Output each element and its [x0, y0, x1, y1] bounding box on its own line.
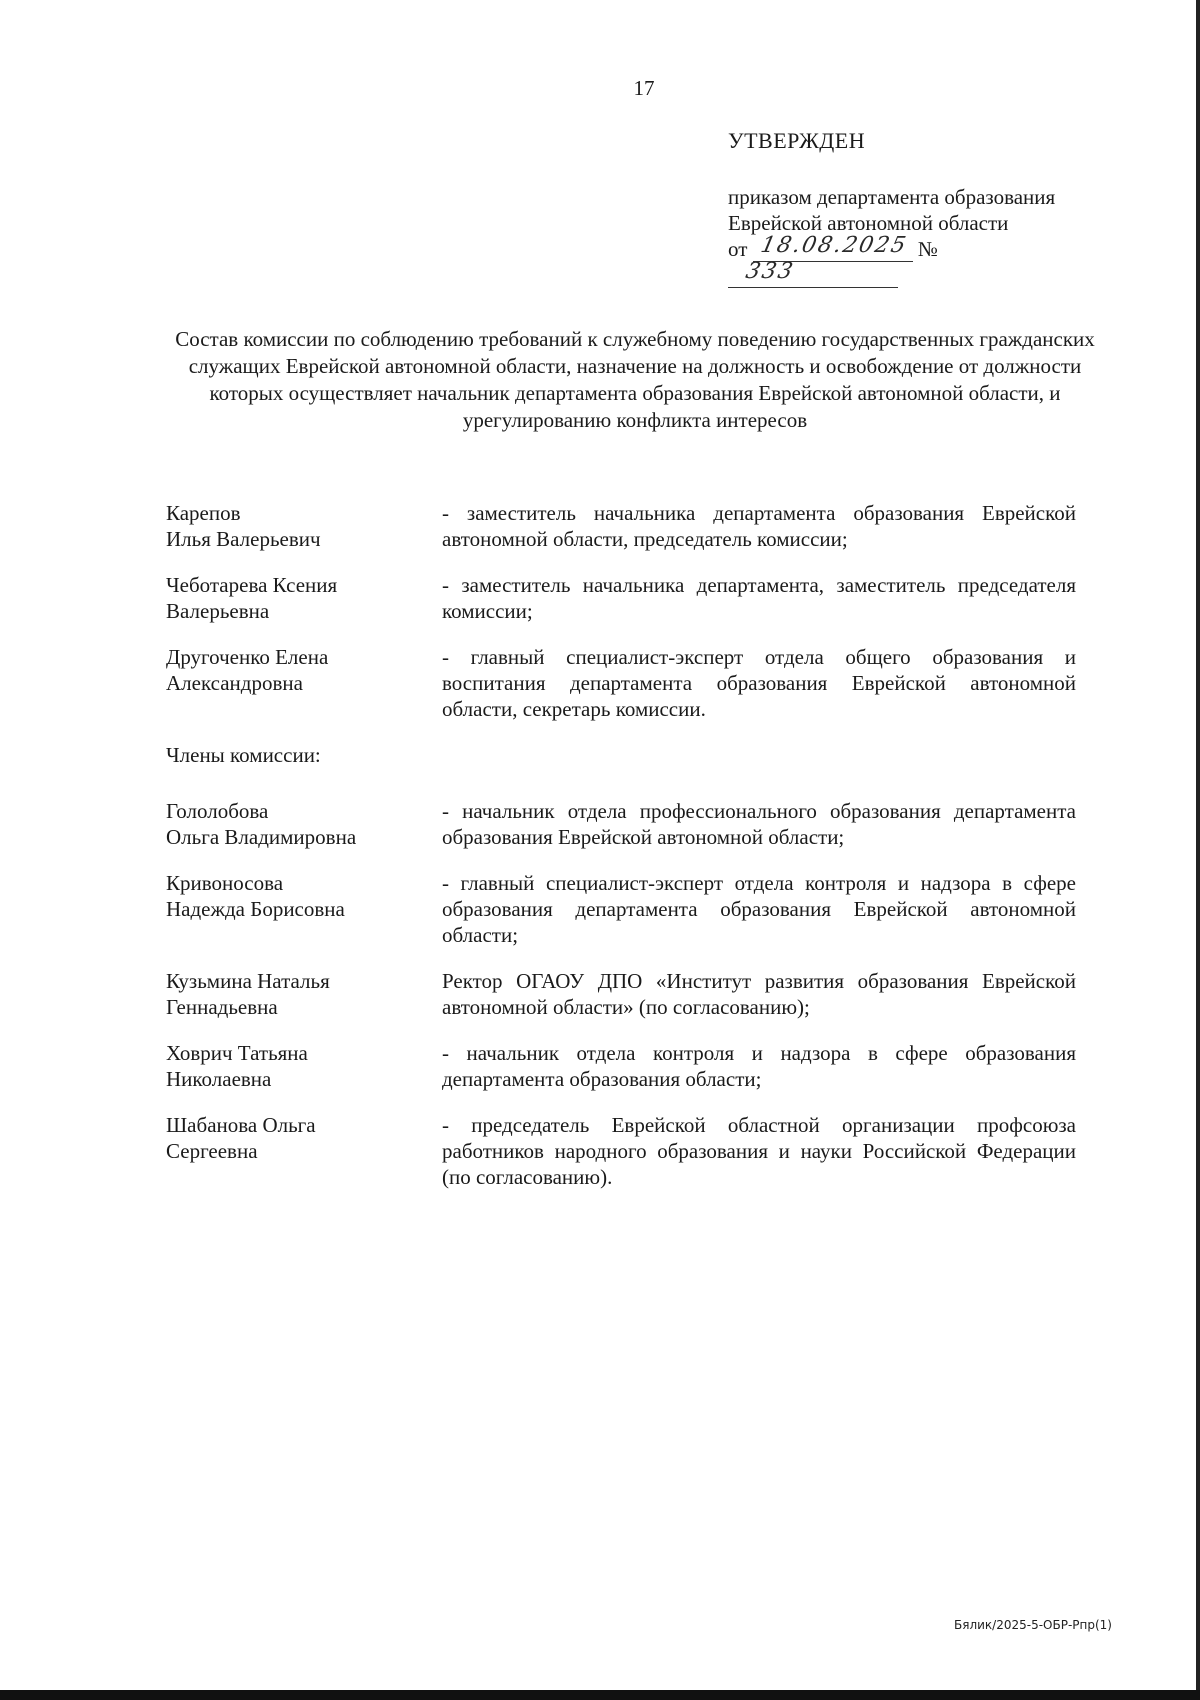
- approval-line-2: Еврейской автономной области: [728, 211, 1009, 235]
- member-role: - заместитель начальника департамента, заместитель председателя комиссии;: [442, 573, 1076, 623]
- handwritten-number: 333: [743, 259, 797, 284]
- member-role: - главный специалист-эксперт отдела общего образования и воспитания департамента образования Еврейской автономной области, секретарь комиссии.: [442, 645, 1076, 721]
- page-number: 17: [633, 76, 655, 100]
- number-label: №: [917, 237, 938, 261]
- document-reference: Бялик/2025-5-ОБР-Рпр(1): [954, 1618, 1112, 1632]
- member-role: Ректор ОГАОУ ДПО «Институт развития образования Еврейской автономной области» (по согласованию);: [442, 969, 1076, 1019]
- leadership-list: [166, 500, 1076, 722]
- commission-composition: [166, 500, 1076, 1210]
- member-name: Чеботарева Ксения Валерьевна: [166, 573, 338, 623]
- approval-stamp-block: [728, 128, 1108, 284]
- member-role: - председатель Еврейской областной организации профсоюза работников народного образования и науки Российской Федерации (по согласованию).: [442, 1113, 1076, 1189]
- scan-edge-bottom: [0, 1690, 1200, 1700]
- member-name: Гололобова Ольга Владимировна: [166, 799, 357, 849]
- order-date-number-line: [728, 233, 1108, 284]
- member-name: Карепов Илья Валерьевич: [166, 501, 321, 551]
- approval-title: УТВЕРЖДЕН: [728, 128, 866, 153]
- member-name: Ховрич Татьяна Николаевна: [166, 1041, 308, 1091]
- members-label: Члены комиссии:: [166, 743, 321, 767]
- member-row: [166, 500, 1076, 552]
- member-role: - главный специалист-эксперт отдела контроля и надзора в сфере образования департамента образования Еврейской автономной области;: [442, 871, 1076, 947]
- members-list: [166, 798, 1076, 1190]
- member-row: [166, 870, 1076, 948]
- scan-edge-right: [1196, 0, 1200, 1700]
- member-row: [166, 572, 1076, 624]
- member-row: [166, 1112, 1076, 1190]
- member-role: - заместитель начальника департамента образования Еврейской автономной области, председатель комиссии;: [442, 501, 1076, 551]
- member-row: [166, 1040, 1076, 1092]
- member-name: Шабанова Ольга Сергеевна: [166, 1113, 316, 1163]
- number-field: [728, 259, 898, 288]
- approval-line-1: приказом департамента образования: [728, 185, 1056, 209]
- member-name: Кривоносова Надежда Борисовна: [166, 871, 345, 921]
- member-name: Другоченко Елена Александровна: [166, 645, 329, 695]
- from-label: от: [728, 237, 748, 261]
- member-name: Кузьмина Наталья Геннадьевна: [166, 969, 330, 1019]
- member-row: [166, 798, 1076, 850]
- member-role: - начальник отдела профессионального образования департамента образования Еврейской автономной области;: [442, 799, 1076, 849]
- document-title: Состав комиссии по соблюдению требований к служебному поведению государственных гражданских служащих Еврейской автономной области, назначение на должность и освобождение от должности которых осуществляет начальник департамента образования Еврейской автономной области, и урегулированию конфликта интересов: [175, 327, 1095, 432]
- member-row: [166, 968, 1076, 1020]
- member-role: - начальник отдела контроля и надзора в сфере образования департамента образования области;: [442, 1041, 1076, 1091]
- member-row: [166, 644, 1076, 722]
- handwritten-date: 18.08.2025: [758, 233, 910, 258]
